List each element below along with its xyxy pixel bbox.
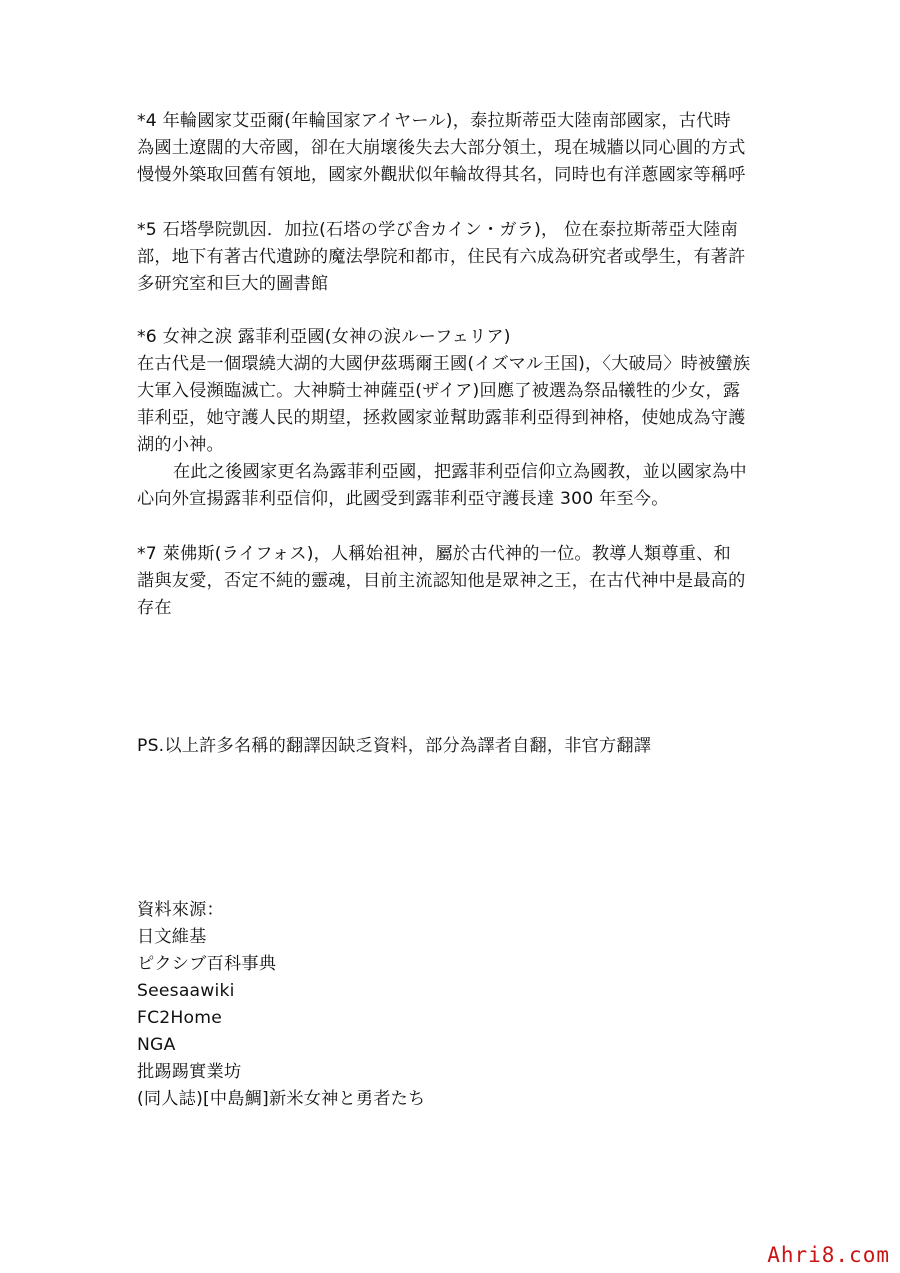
footnote-line: 在古代是一個環繞大湖的大國伊茲瑪爾王國(イズマル王国)，〈大破局〉時被蠻族: [137, 354, 751, 374]
footnote-7: [137, 541, 777, 622]
footnote-line: 心向外宣揚露菲利亞信仰，此國受到露菲利亞守護長達 300 年至今。: [137, 489, 669, 509]
footnote-line: 湖的小神。: [137, 435, 224, 455]
footnote-paragraph-start: 在此之後國家更名為露菲利亞國，把露菲利亞信仰立為國教，並以國家為中: [173, 462, 747, 482]
source-item: ピクシブ百科事典: [137, 954, 277, 974]
footnote-line: *4 年輪國家艾亞爾(年輪国家アイヤール)，泰拉斯蒂亞大陸南部國家，古代時: [137, 111, 731, 131]
footnote-line: 大軍入侵瀕臨滅亡。大神騎士神薩亞(ザイア)回應了被選為祭品犧牲的少女，露: [137, 381, 741, 401]
source-item: 批踢踢實業坊: [137, 1062, 242, 1082]
footnote-line: 為國土遼闊的大帝國，卻在大崩壞後失去大部分領土，現在城牆以同心圓的方式: [137, 138, 746, 158]
source-item: (同人誌)[中島鯛]新米女神と勇者たち: [137, 1089, 426, 1109]
source-item: FC2Home: [137, 1008, 222, 1028]
footnote-line: 部，地下有著古代遺跡的魔法學院和都市，住民有六成為研究者或學生，有著許: [137, 247, 746, 267]
source-item: NGA: [137, 1035, 176, 1055]
ps-text: PS.以上許多名稱的翻譯因缺乏資料，部分為譯者自翻，非官方翻譯: [137, 736, 652, 756]
footnote-line: *5 石塔學院凱因．加拉(石塔の学び舎カイン・ガラ)， 位在泰拉斯蒂亞大陸南: [137, 220, 738, 240]
footnote-line: 存在: [137, 598, 172, 618]
footnote-6: [137, 324, 777, 513]
sources-heading: 資料來源：: [137, 900, 224, 920]
footnote-line: 多研究室和巨大的圖書館: [137, 274, 329, 294]
translator-note: [137, 733, 777, 760]
footnote-line: *6 女神之淚 露菲利亞國(女神の涙ルーフェリア): [137, 327, 511, 347]
footnote-5: [137, 217, 777, 298]
footnote-line: 諧與友愛，否定不純的靈魂，目前主流認知他是眾神之王，在古代神中是最高的: [137, 571, 746, 591]
footnote-4: [137, 108, 777, 189]
footnote-line: 慢慢外築取回舊有領地，國家外觀狀似年輪故得其名，同時也有洋蔥國家等稱呼: [137, 165, 746, 185]
footnote-line: 菲利亞，她守護人民的期望，拯救國家並幫助露菲利亞得到神格，使她成為守護: [137, 408, 746, 428]
sources-section: [137, 897, 777, 1113]
source-item: 日文維基: [137, 927, 207, 947]
source-item: Seesaawiki: [137, 981, 235, 1001]
site-watermark: Ahri8.com: [767, 1243, 890, 1267]
footnote-line: *7 萊佛斯(ライフォス)，人稱始祖神，屬於古代神的一位。教導人類尊重、和: [137, 544, 731, 564]
